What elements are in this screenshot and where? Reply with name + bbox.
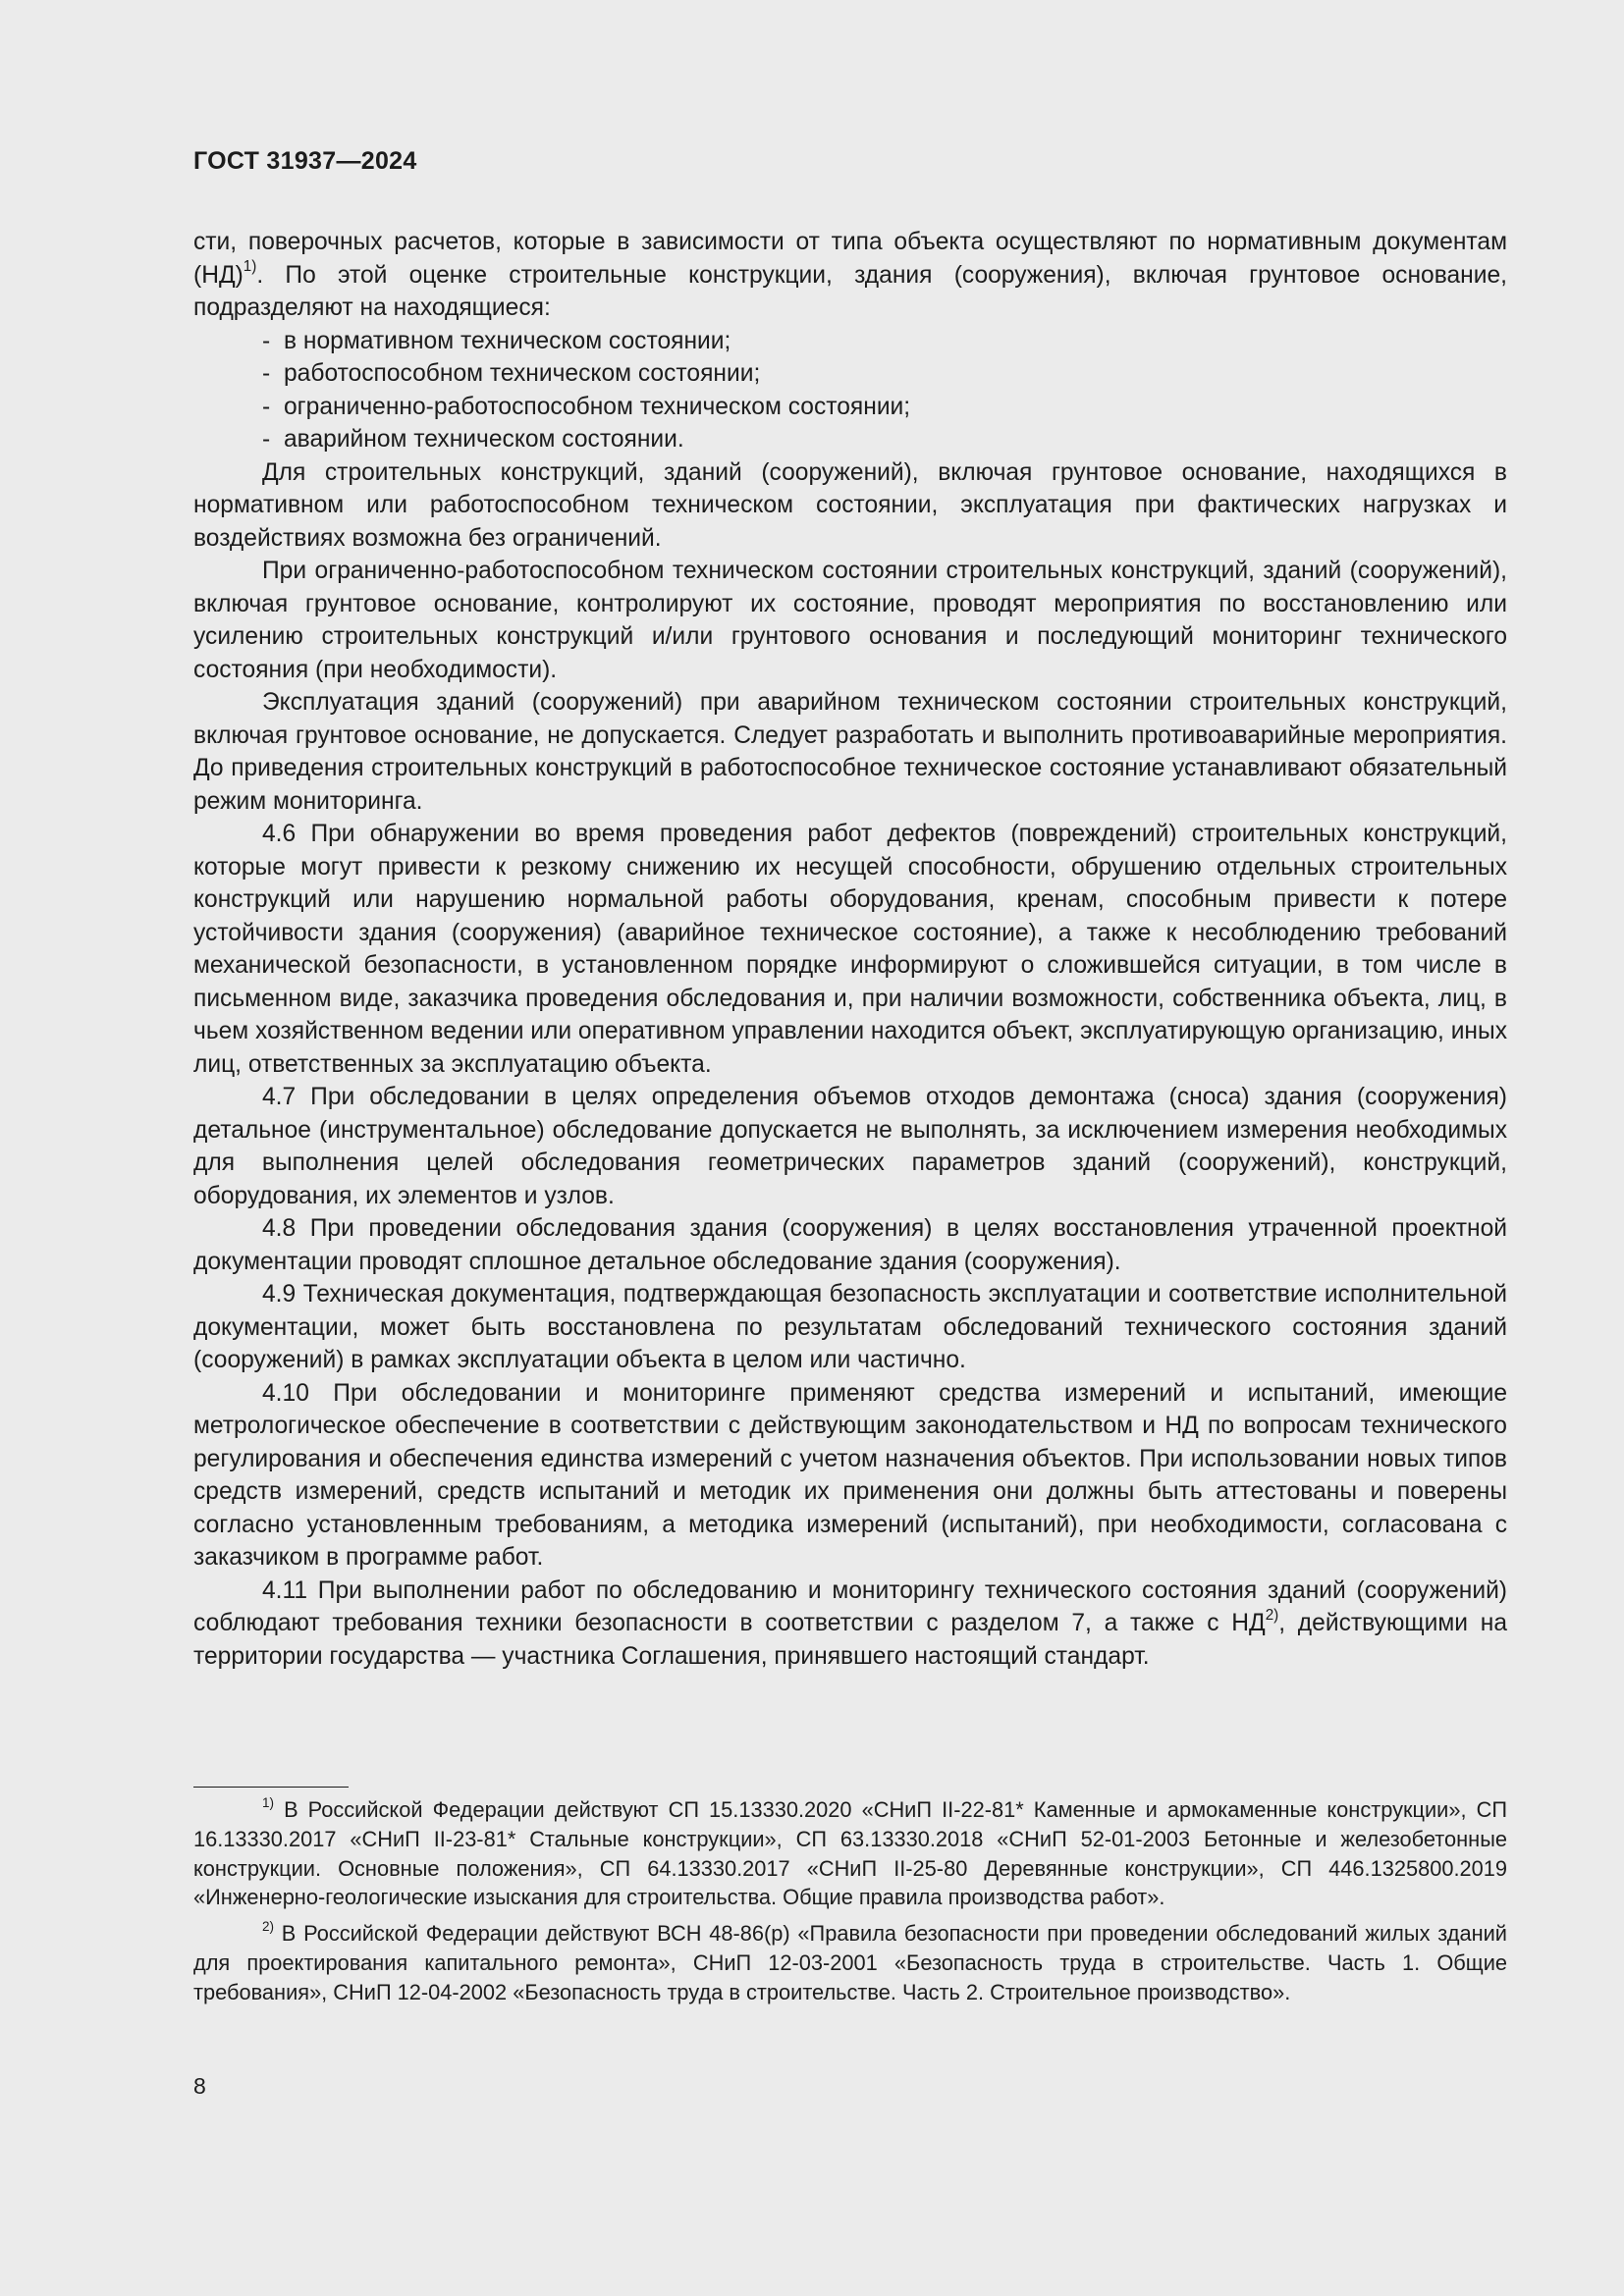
footnote-marker: 1) bbox=[262, 1794, 275, 1810]
page-number: 8 bbox=[193, 2073, 206, 2099]
clause-4-9: 4.9 Техническая документация, подтверждающая безопасность эксплуатации и соответствие исполнительной документации, может быть восстановлена по результатам обследований технического состояния зданий (сооружений) в рамках эксплуатации объекта в целом или частично. bbox=[193, 1281, 1507, 1373]
paragraph-text: сти, поверочных расчетов, которые в зависимости от типа объекта осуществляют по нормативным документам (НД) bbox=[193, 229, 1507, 289]
list-item-text: в нормативном техническом состоянии; bbox=[284, 327, 731, 354]
list-item bbox=[262, 391, 1507, 424]
document-header: ГОСТ 31937—2024 bbox=[193, 147, 417, 175]
footnote-marker: 2) bbox=[262, 1918, 275, 1934]
state-list bbox=[193, 325, 1507, 456]
list-item-text: ограниченно-работоспособном техническом состоянии; bbox=[284, 393, 911, 420]
paragraph: Для строительных конструкций, зданий (сооружений), включая грунтовое основание, находящихся в нормативном или работоспособном техническом состоянии, эксплуатация при фактических нагрузках и воздействиях возможна без ограничений. bbox=[193, 458, 1507, 552]
clause-4-11 bbox=[193, 1575, 1507, 1674]
clause-4-8: 4.8 При проведении обследования здания (сооружения) в целях восстановления утраченной проектной документации проводят сплошное детальное обследование здания (сооружения). bbox=[193, 1215, 1507, 1275]
footnote-text: В Российской Федерации действуют СП 15.13330.2020 «СНиП II-22-81* Каменные и армокаменные конструкции», СП 16.13330.2017 «СНиП II-23-81* Стальные конструкции», СП 63.13330.2018 «СНиП 52-01-2003 Бетонные и железобетонные конструкции. Основные положения», СП 64.13330.2017 «СНиП II-25-80 Деревянные конструкции», СП 446.1325800.2019 «Инженерно-геологические изыскания для строительства. Общие правила производства работ». bbox=[193, 1797, 1507, 1910]
list-marker: - bbox=[262, 327, 271, 354]
list-item-text: работоспособном техническом состоянии; bbox=[284, 360, 761, 387]
footnotes bbox=[193, 1787, 1507, 2014]
paragraph-text: , действующими на территории государства — участника Соглашения, принявшего настоящий стандарт. bbox=[193, 1610, 1507, 1670]
footnote-separator bbox=[193, 1787, 349, 1788]
paragraph-text: 4.11 При выполнении работ по обследованию и мониторингу технического состояния зданий (сооружений) соблюдают требования техники безопасности в соответствии с разделом 7, а также с НД bbox=[193, 1576, 1507, 1636]
clause-4-7: 4.7 При обследовании в целях определения объемов отходов демонтажа (сноса) здания (сооружения) детальное (инструментальное) обследование допускается не выполнять, за исключением измерения необходимых для выполнения целей обследования геометрических параметров зданий (сооружений), конструкций, оборудования, их элементов и узлов. bbox=[193, 1084, 1507, 1209]
list-marker: - bbox=[262, 360, 271, 387]
paragraph: Эксплуатация зданий (сооружений) при аварийном техническом состоянии строительных конструкций, включая грунтовое основание, не допускается. Следует разработать и выполнить противоаварийные мероприятия. До приведения строительных конструкций в работоспособное техническое состояние устанавливают обязательный режим мониторинга. bbox=[193, 689, 1507, 815]
paragraph-text: . По этой оценке строительные конструкции, здания (сооружения), включая грунтовое основание, подразделяют на находящиеся: bbox=[193, 261, 1507, 321]
list-item bbox=[262, 325, 1507, 358]
footnote-1 bbox=[193, 1795, 1507, 1912]
list-item bbox=[262, 357, 1507, 391]
footnote-text: В Российской Федерации действуют ВСН 48-86(р) «Правила безопасности при проведении обследований жилых зданий для проектирования капитального ремонта», СНиП 12-03-2001 «Безопасность труда в строительстве. Часть 1. Общие требования», СНиП 12-04-2002 «Безопасность труда в строительстве. Часть 2. Строительное производство». bbox=[193, 1921, 1507, 2004]
list-marker: - bbox=[262, 426, 271, 453]
paragraph-continuation bbox=[193, 226, 1507, 325]
list-item bbox=[262, 423, 1507, 456]
list-item-text: аварийном техническом состоянии. bbox=[284, 426, 684, 453]
clause-4-10: 4.10 При обследовании и мониторинге применяют средства измерений и испытаний, имеющие метрологическое обеспечение в соответствии с действующим законодательством и НД по вопросам технического регулирования и обеспечения единства измерений с учетом назначения объектов. При использовании новых типов средств измерений, средств испытаний и методик их применения они должны быть аттестованы и поверены согласно установленным требованиям, а методика измерений (испытаний), при необходимости, согласована с заказчиком в программе работ. bbox=[193, 1379, 1507, 1571]
paragraph: При ограниченно-работоспособном техническом состоянии строительных конструкций, зданий (сооружений), включая грунтовое основание, контролируют их состояние, проводят мероприятия по восстановлению или усилению строительных конструкций и/или грунтового основания и последующий мониторинг технического состояния (при необходимости). bbox=[193, 558, 1507, 683]
clause-4-6: 4.6 При обнаружении во время проведения работ дефектов (повреждений) строительных конструкций, которые могут привести к резкому снижению их несущей способности, обрушению отдельных строительных конструкций или нарушению нормальной работы оборудования, кренам, способным привести к потере устойчивости здания (сооружения) (аварийное техническое состояние), а также к несоблюдению требований механической безопасности, в установленном порядке информируют о сложившейся ситуации, в том числе в письменном виде, заказчика проведения обследования и, при наличии возможности, собственника объекта, лиц, в чьем хозяйственном ведении или оперативном управлении находится объект, эксплуатирующую организацию, иных лиц, ответственных за эксплуатацию объекта. bbox=[193, 821, 1507, 1078]
footnote-ref: 2) bbox=[1265, 1606, 1279, 1624]
footnote-2 bbox=[193, 1919, 1507, 2006]
footnote-ref: 1) bbox=[243, 258, 257, 276]
list-marker: - bbox=[262, 393, 271, 420]
main-text bbox=[193, 226, 1507, 1673]
